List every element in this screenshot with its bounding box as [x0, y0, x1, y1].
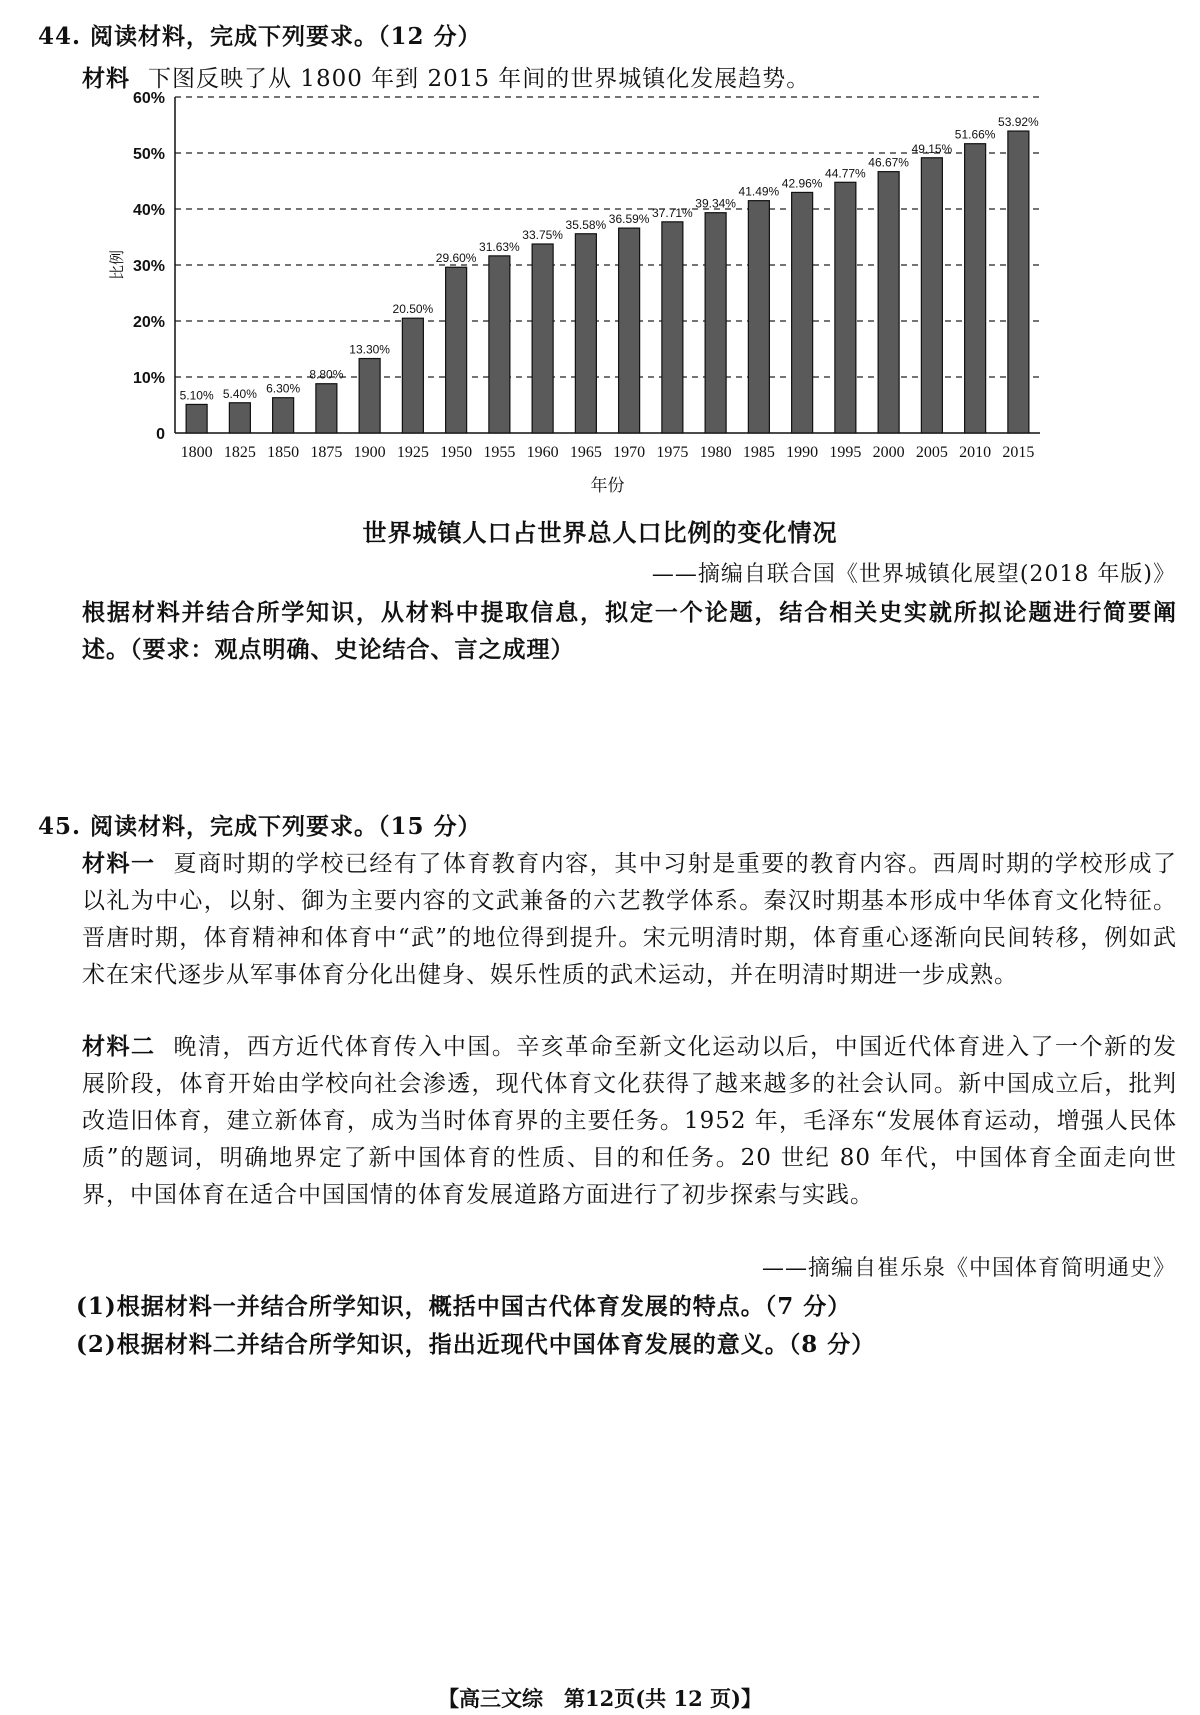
y-tick-label: 20%: [132, 314, 165, 331]
x-tick-label: 1990: [786, 444, 819, 461]
q45-material-2: [82, 1028, 1177, 1214]
y-tick-label: 40%: [132, 202, 165, 219]
x-tick-label: 1850: [267, 444, 300, 461]
q45-sub-question-2: (2)根据材料二并结合所学知识，指出近现代中国体育发展的意义。（8 分）: [76, 1331, 876, 1358]
q45-title: 45. 阅读材料，完成下列要求。（15 分）: [38, 813, 482, 840]
q44-source: ——摘编自联合国《世界城镇化展望(2018 年版)》: [651, 562, 1176, 587]
bar: [705, 213, 726, 433]
bar: [835, 182, 856, 433]
bar: [1008, 131, 1029, 433]
q45-source: ——摘编自崔乐泉《中国体育简明通史》: [761, 1256, 1176, 1281]
bar-data-label: 51.66%: [954, 127, 996, 142]
x-tick-label: 1800: [180, 444, 213, 461]
bar-data-label: 31.63%: [479, 239, 520, 254]
y-tick-label: 0: [156, 426, 165, 443]
bar-data-label: 13.30%: [349, 342, 390, 357]
x-tick-label: 2000: [872, 444, 905, 461]
x-tick-label: 1825: [223, 444, 256, 461]
x-tick-label: 2005: [915, 444, 948, 461]
q44-question: 根据材料并结合所学知识，从材料中提取信息，拟定一个论题，结合相关史实就所拟论题进行简要阐述。（要求：观点明确、史论结合、言之成理）: [82, 599, 1177, 663]
bar-data-label: 41.49%: [738, 184, 780, 199]
bar: [619, 228, 640, 433]
bar: [446, 267, 467, 433]
bar: [965, 144, 986, 433]
bar: [402, 318, 423, 433]
bar-data-label: 37.71%: [652, 205, 693, 220]
bar-data-label: 6.30%: [266, 381, 301, 396]
bar-data-label: 39.34%: [695, 196, 736, 211]
x-tick-label: 1975: [656, 444, 689, 461]
q44-material-label: 材料: [82, 65, 130, 92]
bar-data-label: 5.10%: [179, 388, 214, 403]
bar: [229, 403, 250, 433]
bar: [273, 398, 294, 433]
x-tick-label: 2010: [959, 444, 992, 461]
bar: [662, 222, 683, 433]
q45-m1-label: 材料一: [82, 850, 156, 877]
urbanization-bar-chart: [100, 90, 1060, 510]
bar: [359, 359, 380, 433]
bar-data-label: 53.92%: [998, 115, 1039, 130]
x-tick-label: 2015: [1002, 444, 1035, 461]
q44-material: [82, 60, 810, 93]
chart-caption: 世界城镇人口占世界总人口比例的变化情况: [362, 518, 838, 547]
bar-data-label: 49.15%: [911, 141, 953, 156]
bar-data-label: 20.50%: [392, 302, 434, 317]
bar: [316, 384, 337, 433]
bar-data-label: 33.75%: [522, 228, 563, 242]
x-tick-label: 1950: [440, 444, 473, 461]
bar-data-label: 36.59%: [608, 212, 650, 227]
x-tick-label: 1875: [310, 444, 343, 461]
q45-sub-question-1: (1)根据材料一并结合所学知识，概括中国古代体育发展的特点。（7 分）: [76, 1293, 852, 1320]
y-tick-label: 50%: [132, 146, 165, 163]
bar-data-label: 29.60%: [435, 251, 477, 266]
y-tick-label: 10%: [132, 370, 165, 387]
q45-material-1: [82, 845, 1177, 994]
bar: [532, 244, 553, 433]
bar: [748, 201, 769, 433]
bar-data-label: 35.58%: [565, 217, 607, 232]
bar-data-label: 46.67%: [868, 155, 909, 170]
bar: [186, 404, 207, 433]
x-tick-label: 1970: [613, 444, 646, 461]
bar-data-label: 44.77%: [825, 166, 866, 181]
page-footer: 【高三文综 第12页(共 12 页)】: [438, 1686, 762, 1711]
bar-data-label: 8.80%: [309, 367, 344, 382]
x-tick-label: 1980: [699, 444, 732, 461]
bar: [489, 256, 510, 433]
y-tick-label: 30%: [132, 258, 165, 275]
x-axis-title: 年份: [590, 476, 625, 496]
x-tick-label: 1900: [353, 444, 386, 461]
bar: [878, 172, 899, 433]
x-tick-label: 1995: [829, 444, 862, 461]
bar: [792, 192, 813, 433]
x-tick-label: 1985: [742, 444, 775, 461]
bar: [575, 234, 596, 433]
q45-m1-text: 夏商时期的学校已经有了体育教育内容，其中习射是重要的教育内容。西周时期的学校形成了以礼为中心，以射、御为主要内容的文武兼备的六艺教学体系。秦汉时期基本形成中华体育文化特征。晋唐时期，体育精神和体育中“武”的地位得到提升。宋元明清时期，体育重心逐渐向民间转移，例如武术在宋代逐步从军事体育分化出健身、娱乐性质的武术运动，并在明清时期进一步成熟。: [82, 851, 1178, 988]
q45-m2-label: 材料二: [82, 1033, 156, 1060]
bar: [921, 158, 942, 433]
q45-m2-text: 晚清，西方近代体育传入中国。辛亥革命至新文化运动以后，中国近代体育进入了一个新的发展阶段，体育开始由学校向社会渗透，现代体育文化获得了越来越多的社会认同。新中国成立后，批判改造旧体育，建立新体育，成为当时体育界的主要任务。1952 年，毛泽东“发展体育运动，增强人民体质”的题词，明确地界定了新中国体育的性质、目的和任务。20 世纪 80 年代，中国体育全面走向世界，中国体育在适合中国国情的体育发展道路方面进行了初步探索与实践。: [82, 1034, 1178, 1208]
bar-data-label: 5.40%: [222, 386, 257, 401]
x-tick-label: 1965: [569, 444, 602, 461]
bar-data-label: 42.96%: [781, 176, 823, 191]
x-tick-label: 1955: [483, 444, 516, 461]
x-tick-label: 1960: [526, 444, 559, 461]
x-tick-label: 1925: [396, 444, 429, 461]
y-axis-title: 比例: [108, 249, 126, 281]
q44-material-text: 下图反映了从 1800 年到 2015 年间的世界城镇化发展趋势。: [148, 66, 811, 92]
q44-title: 44. 阅读材料，完成下列要求。（12 分）: [38, 23, 482, 50]
y-tick-label: 60%: [132, 90, 165, 107]
